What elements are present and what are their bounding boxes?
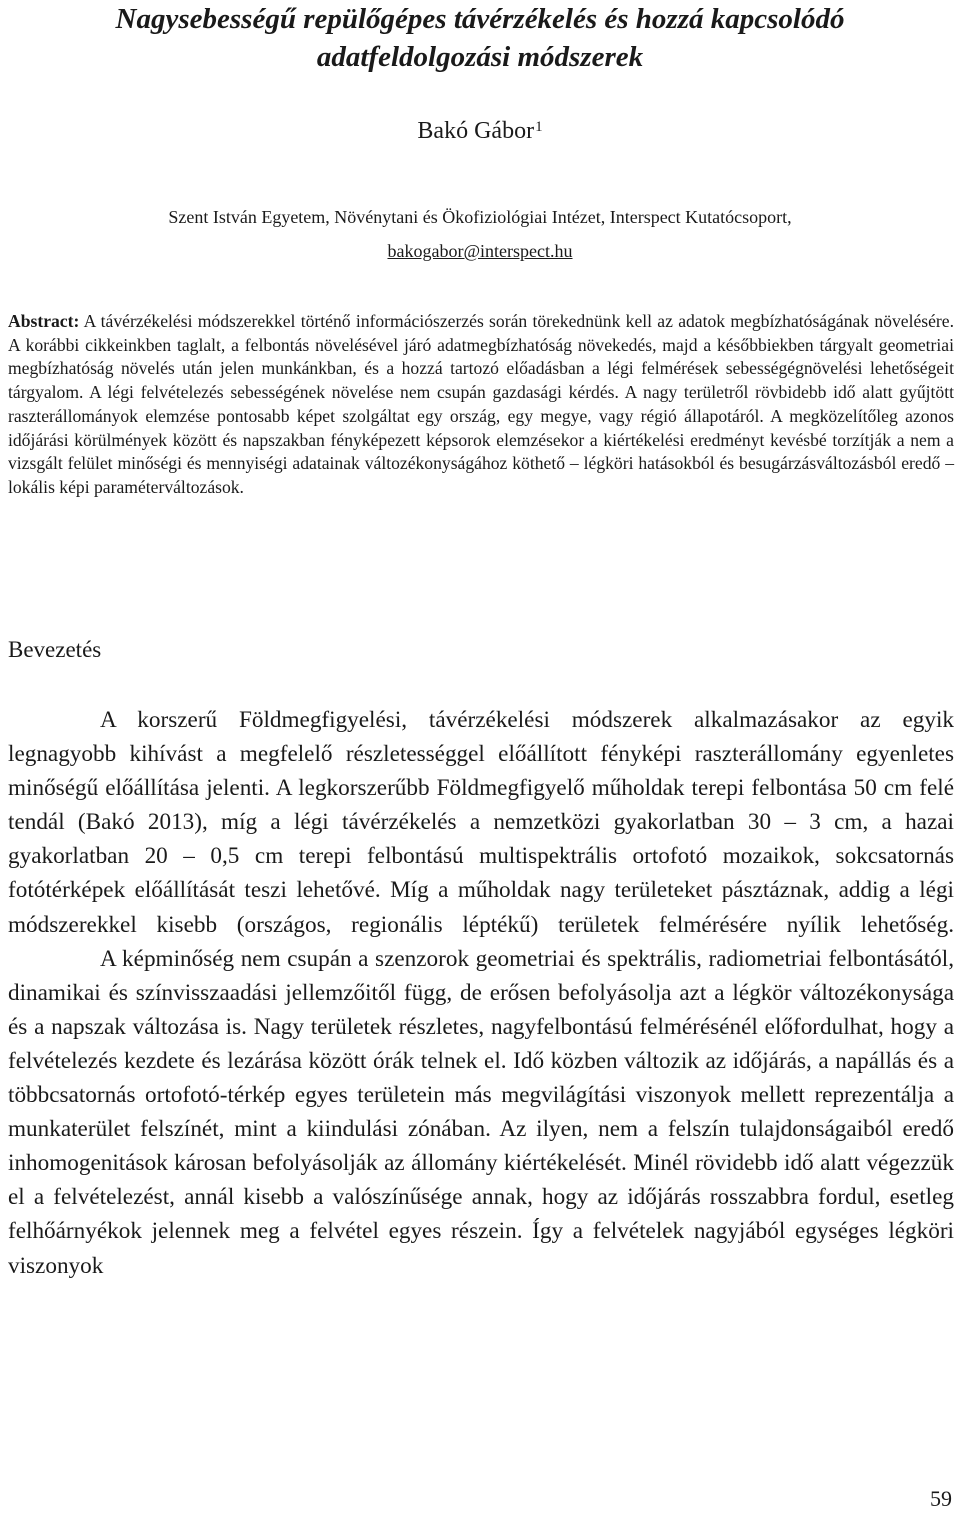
author-email-link[interactable]: bakogabor@interspect.hu: [387, 241, 573, 261]
author-line: [0, 116, 960, 146]
page-number: 59: [930, 1486, 952, 1511]
body-paragraph: A képminőség nem csupán a szenzorok geometriai és spektrális, radiometriai felbontásától, dinamikai és színvisszaadási jellemzőitől függ, de erősen befolyásolja azt a légkör változékonysága és a napszak változása is. Nagy területek részletes, nagyfelbontású felmérésénél előfordulhat, hogy a felvételezés kezdete és lezárása között órák telnek el. Idő közben változik az időjárás, a napállás és a többcsatornás ortofotó-térkép egyes területein más megvilágítási viszonyok mellett reprezentálja a munkaterület felszínét, mint a kiindulási zónában. Az ilyen, nem a felszín tulajdonságaiból eredő inhomogenitások károsan befolyásolják az állomány kiértékelését. Minél rövidebb idő alatt végezzük el a felvételezést, annál kisebb a valószínűsége annak, hogy az időjárás rosszabbra fordul, esetleg felhőárnyékok jelennek meg a felvétel egyes részein. Így a felvételek nagyjából egységes légköri viszonyok: [8, 945, 954, 1279]
affiliation-block: [0, 200, 960, 268]
paper-title: [0, 0, 960, 76]
paper-title-line-2: adatfeldolgozási módszerek: [316, 41, 644, 73]
body-paragraph: A korszerű Földmegfigyelési, távérzékelési módszerek alkalmazásakor az egyik legnagyobb kihívást a megfelelő részletességgel előállított fényképi raszterállomány egyenletes minőségű előállítása jelenti. A legkorszerűbb Földmegfigyelő műholdak terepi felbontása 50 cm felé tendál (Bakó 2013), míg a légi távérzékelés a nemzetközi gyakorlatban 30 – 3 cm, a hazai gyakorlatban 20 – 0,5 cm terepi felbontású multispektrális ortofotó mozaikok, sokcsatornás fotótérképek előállítását teszi lehetővé. Míg a műholdak nagy területeket pásztáznak, addig a légi módszerekkel kisebb (országos, regionális léptékű) területek felmérésére nyílik lehetőség.: [8, 707, 954, 938]
affiliation-institution: Szent István Egyetem, Növénytani és Ökofiziológiai Intézet, Interspect Kutatócsoport,: [168, 207, 792, 227]
paper-title-line-1: Nagysebességű repülőgépes távérzékelés és hozzá kapcsolódó: [115, 3, 845, 35]
abstract: [8, 310, 954, 500]
abstract-label: Abstract:: [8, 311, 80, 331]
section-heading: Bevezetés: [8, 637, 102, 662]
author-name: Bakó Gábor: [417, 118, 535, 144]
abstract-text: A távérzékelési módszerekkel történő információszerzés során törekednünk kell az adatok megbízhatóságának növelésére. A korábbi cikkeinkben taglalt, a felbontás növelésével járó adatmegbízhatóság növekedés, majd a későbbiekben tárgyalt geometriai megbízhatóság növelés után jelen munkánkban, és a hozzá tartozó előadásban a légi felmérések sebességégnövelési lehetőségeit tárgyalom. A légi felvételezés sebességének növelése nem csupán gazdasági kérdés. A nagy területről rövbidebb idő alatt gyűjtött raszterállományok elemzése pontosabb képet szolgáltat egy ország, egy megye, vagy régió állapotáról. A megközelítőleg azonos időjárási körülmények között és napszakban fényképezett képsorok elemzésekor a kiértékelési eredményt kevésbé torzítják a nem a vizsgált felület minőségi és mennyiségi adatainak változékonyságához köthető – légköri hatásokból és besugárzásváltozásból eredő – lokális képi paraméterváltozások.: [8, 311, 954, 497]
author-footnote-mark: 1: [535, 119, 543, 135]
body-text: [8, 703, 954, 1283]
